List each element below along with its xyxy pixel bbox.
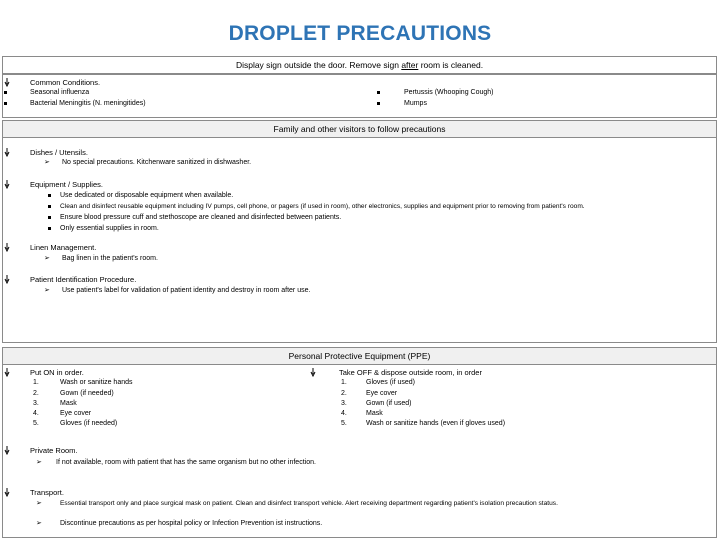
bullet-arrow-icon: [4, 275, 10, 284]
chevron-right-icon: ➢: [44, 159, 50, 166]
banner-text-after: room is cleaned.: [418, 60, 484, 70]
bullet-square-icon: [377, 91, 380, 94]
put-on-item: Gown (if needed): [60, 390, 114, 397]
bullet-square-icon: [48, 205, 51, 208]
dishes-heading: Dishes / Utensils.: [30, 148, 88, 157]
equipment-item: Use dedicated or disposable equipment when available.: [60, 192, 234, 199]
take-off-number: 2.: [341, 390, 347, 397]
put-on-number: 3.: [33, 400, 39, 407]
bullet-arrow-icon: [4, 148, 10, 157]
put-on-number: 5.: [33, 420, 39, 427]
bullet-square-icon: [48, 227, 51, 230]
display-sign-banner: [2, 56, 717, 74]
take-off-number: 3.: [341, 400, 347, 407]
condition-item: Mumps: [404, 100, 427, 107]
bullet-square-icon: [4, 102, 7, 105]
dishes-item: No special precautions. Kitchenware sanitized in dishwasher.: [62, 159, 252, 166]
chevron-right-icon: ➢: [36, 459, 42, 466]
condition-item: Pertussis (Whooping Cough): [404, 89, 494, 96]
banner-text-underlined: after: [401, 60, 419, 70]
condition-item: Seasonal influenza: [30, 89, 90, 96]
chevron-right-icon: ➢: [36, 520, 42, 527]
family-section: [2, 138, 717, 343]
patient-id-heading: Patient Identification Procedure.: [30, 275, 137, 284]
take-off-number: 5.: [341, 420, 347, 427]
take-off-item: Gown (if used): [366, 400, 412, 407]
bullet-arrow-icon: [4, 78, 10, 87]
bullet-arrow-icon: [4, 368, 10, 377]
bullet-square-icon: [48, 194, 51, 197]
family-visitors-band: Family and other visitors to follow precautions: [2, 120, 717, 138]
take-off-item: Gloves (if used): [366, 379, 416, 386]
bullet-arrow-icon: [4, 446, 10, 455]
bullet-arrow-icon: [4, 488, 10, 497]
page-title: DROPLET PRECAUTIONS: [228, 22, 492, 45]
put-on-heading: Put ON in order.: [30, 368, 84, 377]
linen-heading: Linen Management.: [30, 243, 97, 252]
put-on-item: Gloves (if needed): [60, 420, 118, 427]
put-on-number: 4.: [33, 410, 39, 417]
bullet-square-icon: [4, 91, 7, 94]
put-on-item: Wash or sanitize hands: [60, 379, 133, 386]
put-on-item: Eye cover: [60, 410, 92, 417]
private-room-heading: Private Room.: [30, 446, 78, 455]
bullet-arrow-icon: [310, 368, 316, 377]
transport-item: Discontinue precautions as per hospital policy or Infection Prevention ist instructions.: [60, 520, 323, 527]
put-on-number: 1.: [33, 379, 39, 386]
put-on-item: Mask: [60, 400, 77, 407]
patient-id-item: Use patient's label for validation of patient identity and destroy in room after use.: [62, 287, 311, 294]
bullet-square-icon: [48, 216, 51, 219]
ppe-band: Personal Protective Equipment (PPE): [2, 347, 717, 365]
condition-item: Bacterial Meningitis (N. meningitides): [30, 100, 146, 107]
take-off-number: 4.: [341, 410, 347, 417]
banner-text-before: Display sign outside the door. Remove sign: [235, 60, 402, 70]
transport-heading: Transport.: [30, 488, 64, 497]
take-off-item: Eye cover: [366, 390, 398, 397]
common-conditions-section: [2, 74, 717, 118]
common-conditions-heading: Common Conditions.: [30, 78, 101, 87]
bullet-arrow-icon: [4, 243, 10, 252]
take-off-number: 1.: [341, 379, 347, 386]
take-off-item: Wash or sanitize hands (even if gloves used): [366, 420, 506, 427]
private-room-item: If not available, room with patient that has the same organism but no other infection.: [56, 459, 316, 466]
equipment-heading: Equipment / Supplies.: [30, 180, 103, 189]
equipment-item: Only essential supplies in room.: [60, 225, 159, 232]
chevron-right-icon: ➢: [44, 287, 50, 294]
transport-item: Essential transport only and place surgical mask on patient. Clean and disinfect transport vehicle. Alert receiving department regarding patient's isolation precaution status.: [60, 500, 558, 507]
equipment-item: Ensure blood pressure cuff and stethoscope are cleaned and disinfected between patients.: [60, 214, 342, 221]
take-off-item: Mask: [366, 410, 383, 417]
equipment-item: Clean and disinfect reusable equipment including IV pumps, cell phone, or pagers (if used in room), other electronics, supplies and equipment prior to removing from patient's room.: [60, 203, 585, 210]
bullet-square-icon: [377, 102, 380, 105]
chevron-right-icon: ➢: [44, 255, 50, 262]
put-on-number: 2.: [33, 390, 39, 397]
take-off-heading: Take OFF & dispose outside room, in order: [339, 368, 482, 377]
linen-item: Bag linen in the patient's room.: [62, 255, 158, 262]
chevron-right-icon: ➢: [36, 500, 42, 507]
bullet-arrow-icon: [4, 180, 10, 189]
